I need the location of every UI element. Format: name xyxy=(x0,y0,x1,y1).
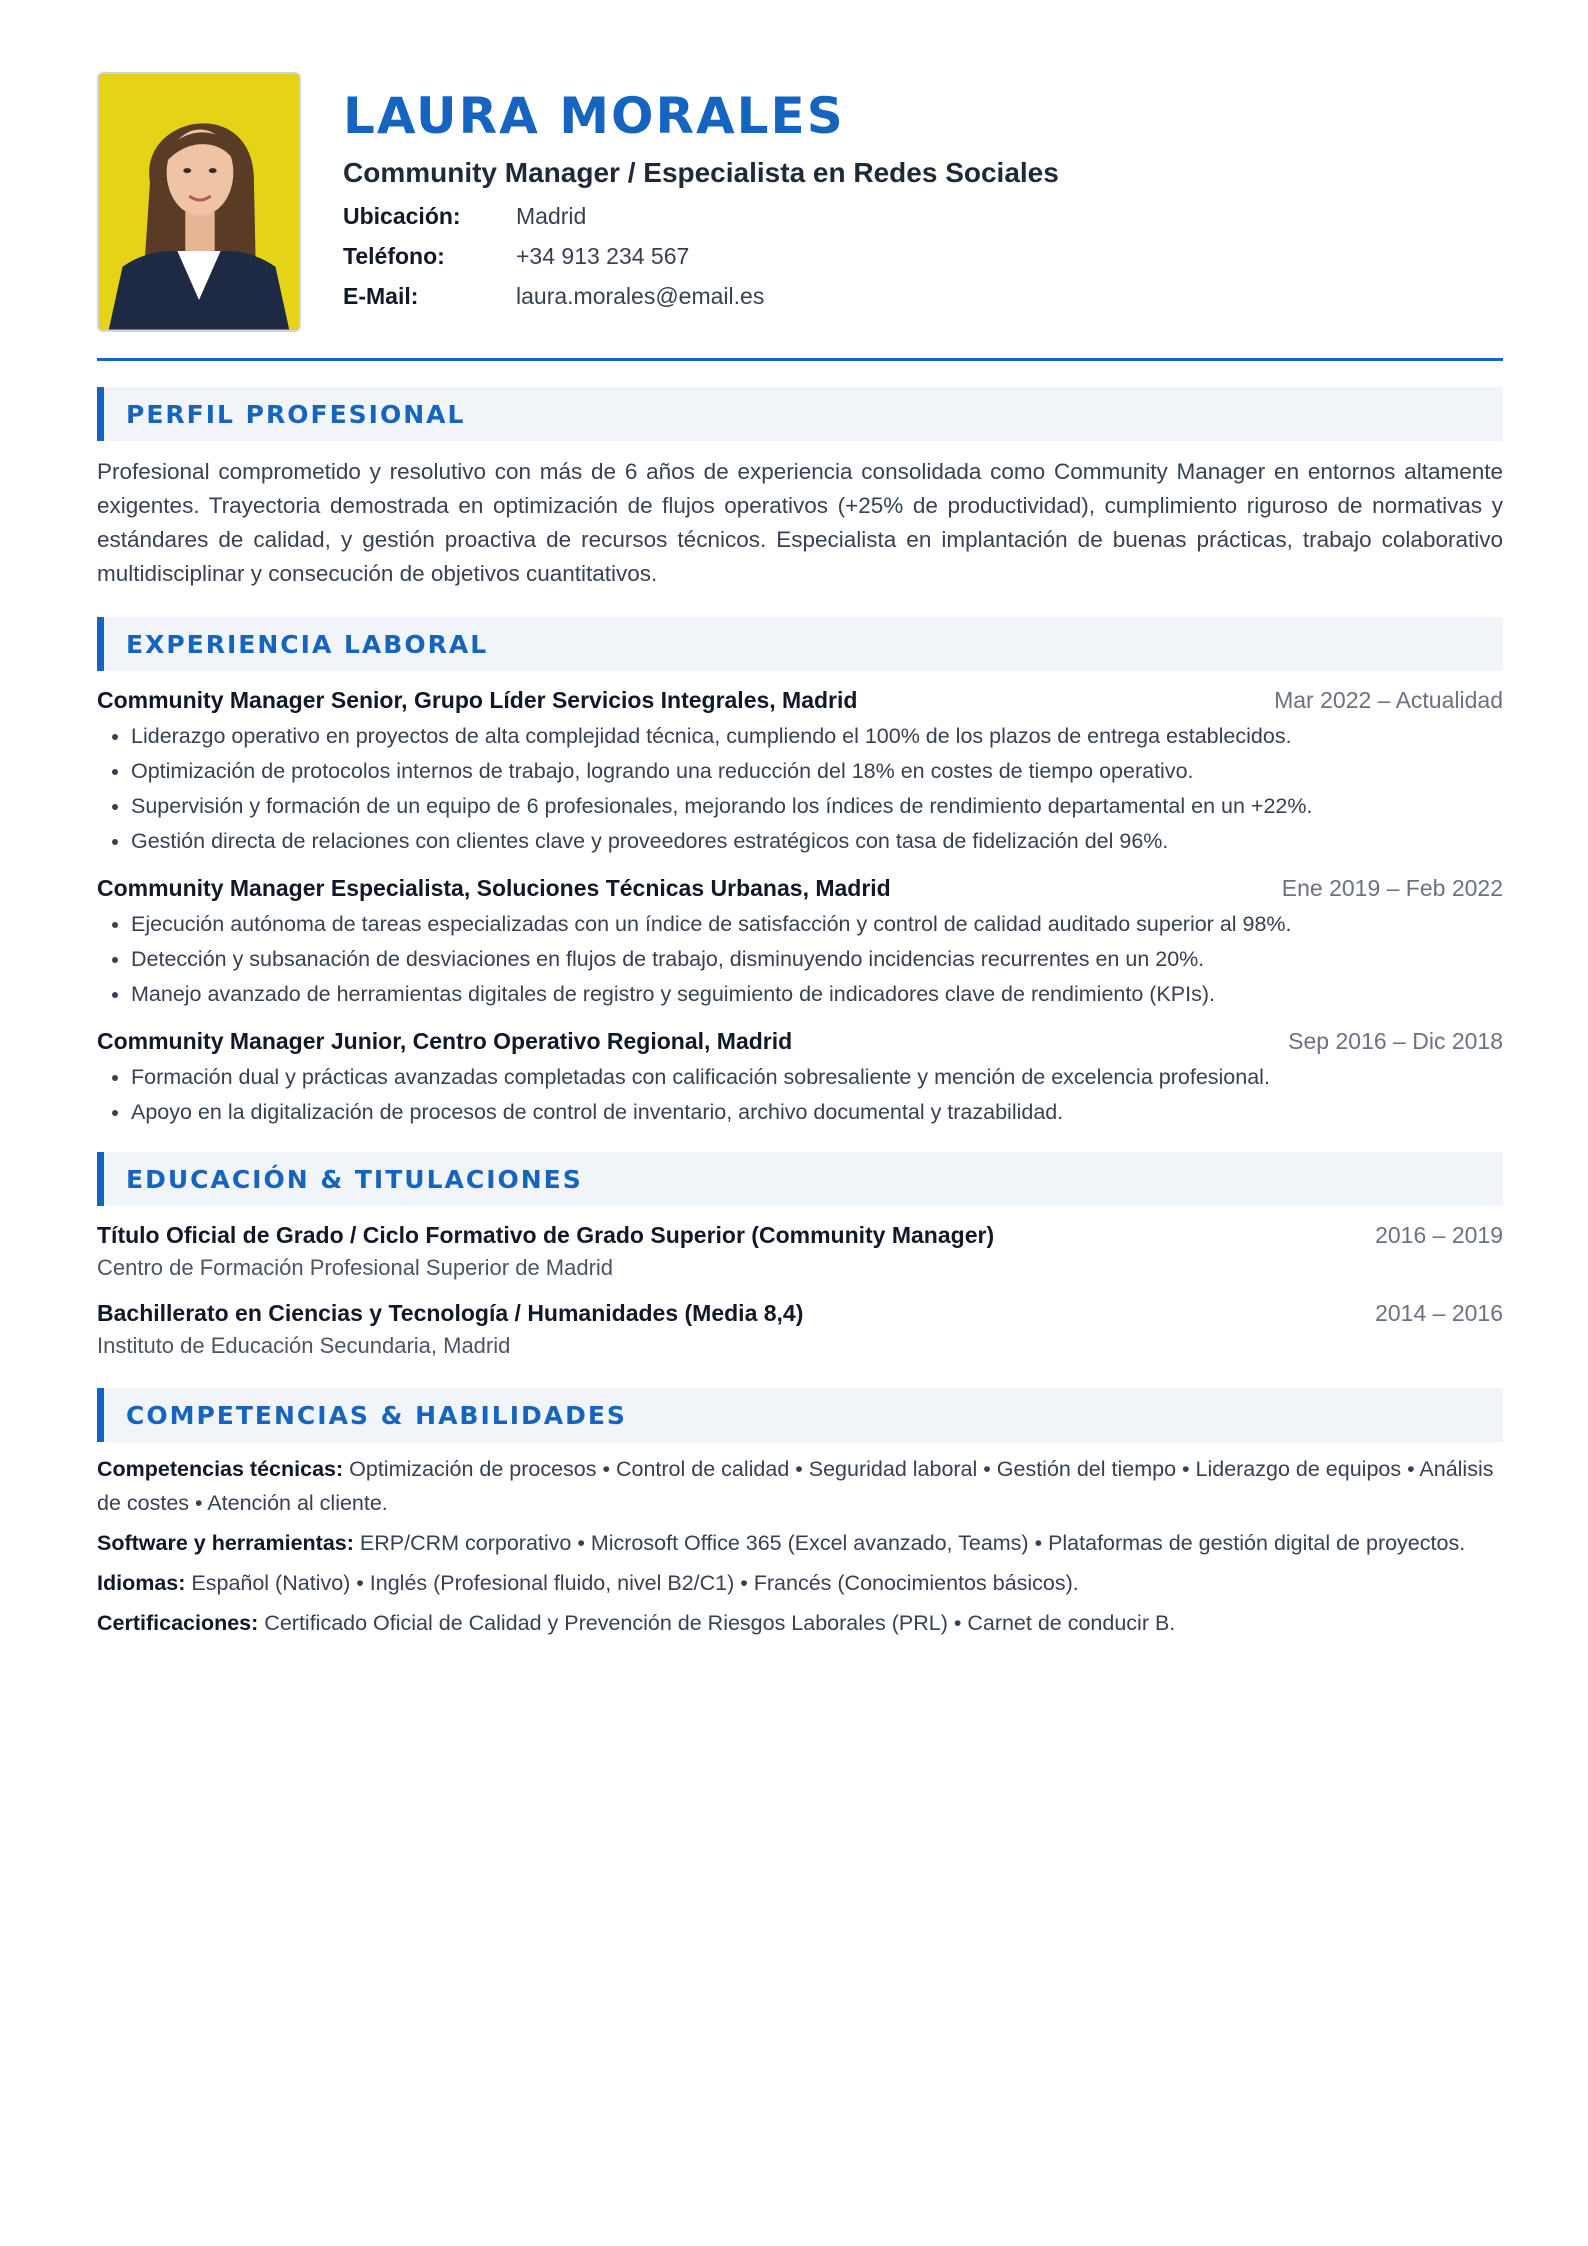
education-institution: Centro de Formación Profesional Superior de Madrid xyxy=(97,1255,614,1280)
education-header xyxy=(97,1218,1503,1252)
job-bullet: • Detección y subsanación de desviaciones en flujos de trabajo, disminuyendo incidencias recurrentes en un 20%. xyxy=(131,942,1503,977)
section-header xyxy=(97,1388,1503,1442)
job-bullet: • Optimización de protocolos internos de trabajo, logrando una reducción del 18% en costes de tiempo operativo. xyxy=(131,754,1503,789)
skill-label: Certificaciones: xyxy=(97,1611,259,1635)
skill-text: Optimización de procesos • Control de calidad • Seguridad laboral • Gestión del tiempo • Liderazgo de equipos • Análisis de costes • Atención al cliente. xyxy=(97,1457,1494,1515)
skill-line xyxy=(97,1526,1503,1560)
job-header xyxy=(97,1024,1503,1058)
contact-label: Ubicación: xyxy=(343,203,461,229)
job-entry xyxy=(97,871,1503,1012)
profile-text: Profesional comprometido y resolutivo con más de 6 años de experiencia consolidada como Community Manager en entornos altamente exigentes. Trayectoria demostrada en optimización de flujos operativos (+25% de productividad), cumplimiento riguroso de normativas y estándares de calidad, y gestión proactiva de recursos técnicos. Especialista en implantación de buenas prácticas, trabajo colaborativo multidisciplinar y consecución de objetivos cuantitativos. xyxy=(97,459,1503,586)
header-info xyxy=(343,72,1503,310)
contact-label: Teléfono: xyxy=(343,243,445,269)
education-title: Bachillerato en Ciencias y Tecnología / Humanidades (Media 8,4) xyxy=(97,1300,804,1326)
portrait-image xyxy=(99,74,299,330)
job-bullet: • Ejecución autónoma de tareas especializadas con un índice de satisfacción y control de calidad auditado superior al 98%. xyxy=(131,907,1503,942)
section-title: COMPETENCIAS & HABILIDADES xyxy=(126,1400,627,1430)
section-header xyxy=(97,1152,1503,1206)
job-bullets xyxy=(97,1060,1503,1130)
job-date: Mar 2022 – Actualidad xyxy=(1274,687,1503,713)
job-bullet: • Apoyo en la digitalización de procesos de control de inventario, archivo documental y trazabilidad. xyxy=(131,1095,1503,1130)
section-experience xyxy=(97,617,1503,1130)
job-bullets xyxy=(97,907,1503,1012)
candidate-title: Community Manager / Especialista en Redes Sociales xyxy=(343,157,1059,188)
education-header xyxy=(97,1296,1503,1330)
section-profile xyxy=(97,387,1503,591)
job-entry xyxy=(97,1024,1503,1130)
section-education xyxy=(97,1152,1503,1362)
education-date: 2014 – 2016 xyxy=(1375,1300,1503,1326)
candidate-name: LAURA MORALES xyxy=(343,87,845,145)
resume-content xyxy=(97,72,1503,1640)
job-role: Community Manager Junior, Centro Operativo Regional, Madrid xyxy=(97,1028,793,1054)
skill-label: Idiomas: xyxy=(97,1571,186,1595)
job-bullet: • Supervisión y formación de un equipo de 6 profesionales, mejorando los índices de rendimiento departamental en un +22%. xyxy=(131,789,1503,824)
section-header xyxy=(97,617,1503,671)
contact-location xyxy=(343,202,1503,230)
job-header xyxy=(97,683,1503,717)
skill-label: Competencias técnicas: xyxy=(97,1457,344,1481)
job-header xyxy=(97,871,1503,905)
contact-value[interactable]: laura.morales@email.es xyxy=(516,283,765,309)
education-date: 2016 – 2019 xyxy=(1375,1222,1503,1248)
section-title: EXPERIENCIA LABORAL xyxy=(126,629,489,659)
education-title: Título Oficial de Grado / Ciclo Formativo de Grado Superior (Community Manager) xyxy=(97,1222,995,1248)
contact-phone xyxy=(343,242,1503,270)
skill-line xyxy=(97,1606,1503,1640)
job-entry xyxy=(97,683,1503,859)
education-entry xyxy=(97,1296,1503,1362)
profile-photo xyxy=(97,72,301,332)
job-role: Community Manager Especialista, Soluciones Técnicas Urbanas, Madrid xyxy=(97,875,891,901)
section-header xyxy=(97,387,1503,441)
contact-value: +34 913 234 567 xyxy=(516,243,690,269)
resume-header xyxy=(97,72,1503,361)
skill-text: Español (Nativo) • Inglés (Profesional fluido, nivel B2/C1) • Francés (Conocimientos básicos). xyxy=(191,1571,1079,1595)
job-bullets xyxy=(97,719,1503,859)
skill-label: Software y herramientas: xyxy=(97,1531,354,1555)
education-institution: Instituto de Educación Secundaria, Madrid xyxy=(97,1333,511,1358)
job-bullet: • Manejo avanzado de herramientas digitales de registro y seguimiento de indicadores clave de rendimiento (KPIs). xyxy=(131,977,1503,1012)
job-bullet: • Formación dual y prácticas avanzadas completadas con calificación sobresaliente y mención de excelencia profesional. xyxy=(131,1060,1503,1095)
skill-text: ERP/CRM corporativo • Microsoft Office 365 (Excel avanzado, Teams) • Plataformas de gestión digital de proyectos. xyxy=(359,1531,1466,1555)
section-title: EDUCACIÓN & TITULACIONES xyxy=(126,1164,583,1194)
job-date: Sep 2016 – Dic 2018 xyxy=(1288,1028,1503,1054)
skill-line xyxy=(97,1452,1503,1520)
job-bullet: • Liderazgo operativo en proyectos de alta complejidad técnica, cumpliendo el 100% de los plazos de entrega establecidos. xyxy=(131,719,1503,754)
contact-label: E-Mail: xyxy=(343,283,419,309)
education-entry xyxy=(97,1218,1503,1284)
section-skills xyxy=(97,1388,1503,1640)
skills-list xyxy=(97,1452,1503,1640)
job-date: Ene 2019 – Feb 2022 xyxy=(1281,875,1503,901)
contact-value: Madrid xyxy=(516,203,587,229)
skill-line xyxy=(97,1566,1503,1600)
job-bullet: • Gestión directa de relaciones con clientes clave y proveedores estratégicos con tasa de fidelización del 96%. xyxy=(131,824,1503,859)
job-role: Community Manager Senior, Grupo Líder Servicios Integrales, Madrid xyxy=(97,687,858,713)
skill-text: Certificado Oficial de Calidad y Prevención de Riesgos Laborales (PRL) • Carnet de conducir B. xyxy=(264,1611,1176,1635)
contact-email xyxy=(343,282,1503,310)
section-title: PERFIL PROFESIONAL xyxy=(126,399,466,429)
